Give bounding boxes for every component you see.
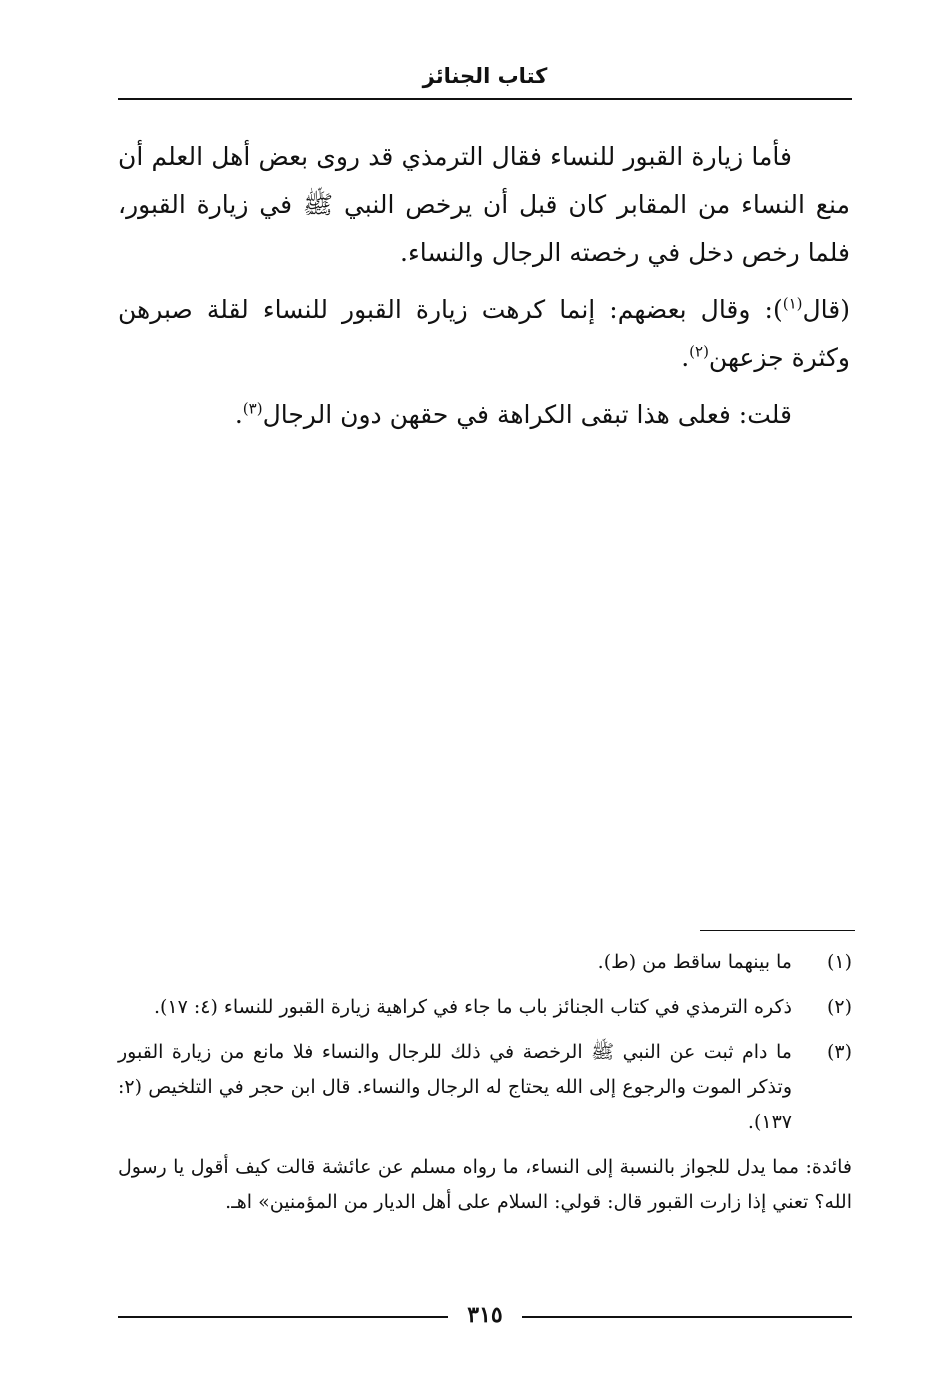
- footnote-text: ذكره الترمذي في كتاب الجنائز باب ما جاء في كراهية زيارة القبور للنساء (٤: ١٧).: [153, 996, 792, 1018]
- footnote-number: (١): [826, 951, 852, 973]
- footnote-2: [118, 990, 852, 1025]
- p2-main: ): وقال بعضهم: إنما كرهت زيارة القبور للنساء لقلة صبرهن وكثرة جزعهن: [118, 295, 850, 372]
- running-header: كتاب الجنائز: [422, 64, 548, 88]
- footnote-3-addendum: فائدة: مما يدل للجواز بالنسبة إلى النساء، ما رواه مسلم عن عائشة قالت كيف أقول يا رسول الله؟ تعني إذا زارت القبور قال: قولي: السلام على أهل الديار من المؤمنين» اهـ.: [118, 1156, 852, 1213]
- footnote-separator: [700, 930, 855, 931]
- footnote-number: (٢): [826, 996, 852, 1018]
- header-rule: [118, 98, 852, 100]
- footnote-text: ما دام ثبت عن النبي ﷺ الرخصة في ذلك للرجال والنساء فلا مانع من زيارة القبور وتذكر الموت والرجوع إلى الله يحتاج له الرجال والنساء. قال ابن حجر في التلخيص (٢: ١٣٧).: [118, 1041, 792, 1133]
- footnotes: [118, 945, 852, 1220]
- footnote-text: ما بينهما ساقط من (ط).: [597, 951, 792, 973]
- footnote-3: [118, 1035, 852, 1140]
- p2-open: (قال: [802, 295, 850, 324]
- paragraph-2: [118, 286, 850, 382]
- footnote-ref-1[interactable]: (١): [782, 294, 803, 313]
- paragraph-3: [118, 391, 850, 439]
- footnote-ref-3[interactable]: (٣): [242, 399, 263, 418]
- main-text: [118, 133, 850, 448]
- footer-rule-right: [522, 1316, 852, 1318]
- page-footer: [118, 1302, 852, 1332]
- p2-end: .: [681, 343, 690, 372]
- footnote-number: (٣): [826, 1041, 852, 1063]
- paragraph-1: فأما زيارة القبور للنساء فقال الترمذي قد روى بعض أهل العلم أن منع النساء من المقابر كان قبل أن يرخص النبي ﷺ في زيارة القبور، فلما رخص دخل في رخصته الرجال والنساء.: [118, 142, 850, 267]
- p3-end: .: [234, 400, 243, 429]
- footnote-1: [118, 945, 852, 980]
- page-number: ٣١٥: [467, 1302, 503, 1328]
- p3-main: قلت: فعلى هذا تبقى الكراهة في حقهن دون الرجال: [262, 400, 792, 429]
- footnote-ref-2[interactable]: (٢): [689, 342, 709, 361]
